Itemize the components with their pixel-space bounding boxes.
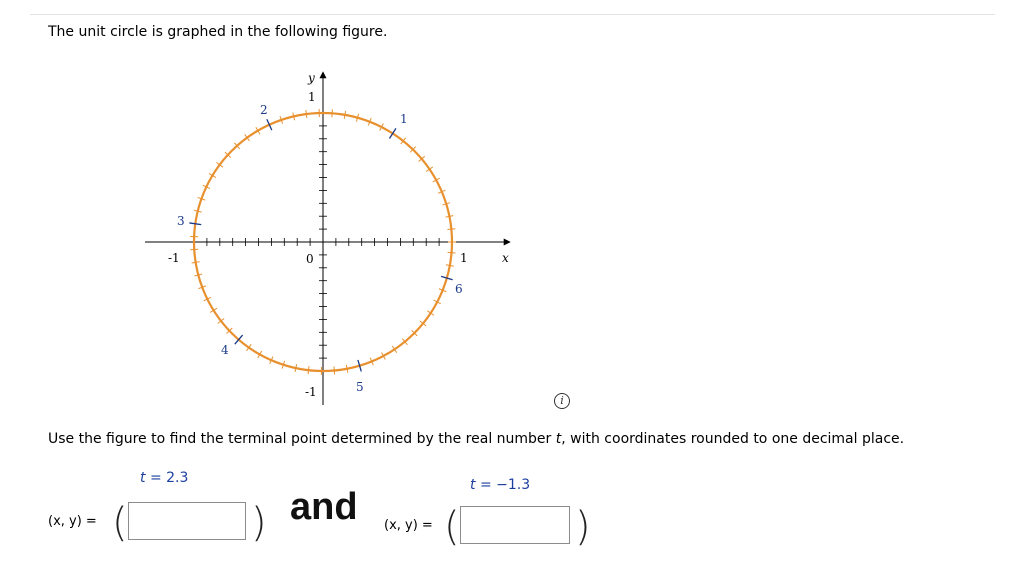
t-rest-1: = 2.3	[145, 470, 189, 486]
coord-label-2: (x, y) =	[384, 518, 433, 533]
top-divider	[30, 14, 995, 15]
intro-text: The unit circle is graphed in the following figure.	[48, 24, 388, 40]
y-tick-neg1: -1	[305, 385, 317, 399]
t-marker-1	[389, 128, 395, 138]
coord-label-1: (x, y) =	[48, 514, 97, 529]
t-rest-2: = −1.3	[475, 477, 531, 493]
instruction-var: t	[555, 431, 562, 447]
info-icon[interactable]: i	[554, 393, 570, 409]
t-var-1: t	[140, 470, 146, 486]
right-paren-2: )	[575, 504, 591, 550]
circle-tick	[344, 111, 345, 119]
x-tick-neg1: -1	[168, 251, 180, 265]
unit-circle-figure	[140, 60, 520, 405]
and-connector: and	[290, 486, 358, 528]
t-marker-3	[189, 223, 201, 225]
t-label-1: 1	[400, 112, 408, 126]
circle-tick	[308, 366, 309, 374]
instruction-part-2: , with coordinates rounded to one decimal place.	[561, 431, 905, 447]
left-paren-2: (	[444, 504, 460, 550]
right-paren-1: )	[251, 500, 267, 546]
y-axis-label: y	[308, 71, 315, 85]
axes	[145, 72, 510, 405]
circle-tick	[448, 252, 456, 253]
x-axis-label: x	[502, 251, 509, 265]
t-value-1	[140, 470, 188, 486]
answer-input-1[interactable]	[128, 502, 246, 540]
origin-label: 0	[306, 252, 314, 266]
circle-tick	[332, 109, 333, 117]
circle-tick	[306, 110, 307, 118]
left-paren-1: (	[112, 500, 128, 546]
answer-input-2[interactable]	[460, 506, 570, 544]
circle-tick	[334, 367, 335, 375]
y-tick-1: 1	[308, 90, 316, 104]
t-label-4: 4	[221, 343, 229, 357]
circle-tick	[447, 229, 455, 230]
instruction-text	[48, 431, 904, 447]
x-tick-1: 1	[460, 251, 468, 265]
instruction-part-1: Use the figure to find the terminal point determined by the real number	[48, 431, 556, 447]
t-label-6: 6	[455, 282, 463, 296]
t-var-2: t	[470, 477, 476, 493]
t-value-2	[470, 477, 530, 493]
t-label-3: 3	[177, 214, 185, 228]
circle-tick	[192, 262, 200, 263]
t-label-2: 2	[260, 103, 268, 117]
t-label-5: 5	[356, 380, 364, 394]
